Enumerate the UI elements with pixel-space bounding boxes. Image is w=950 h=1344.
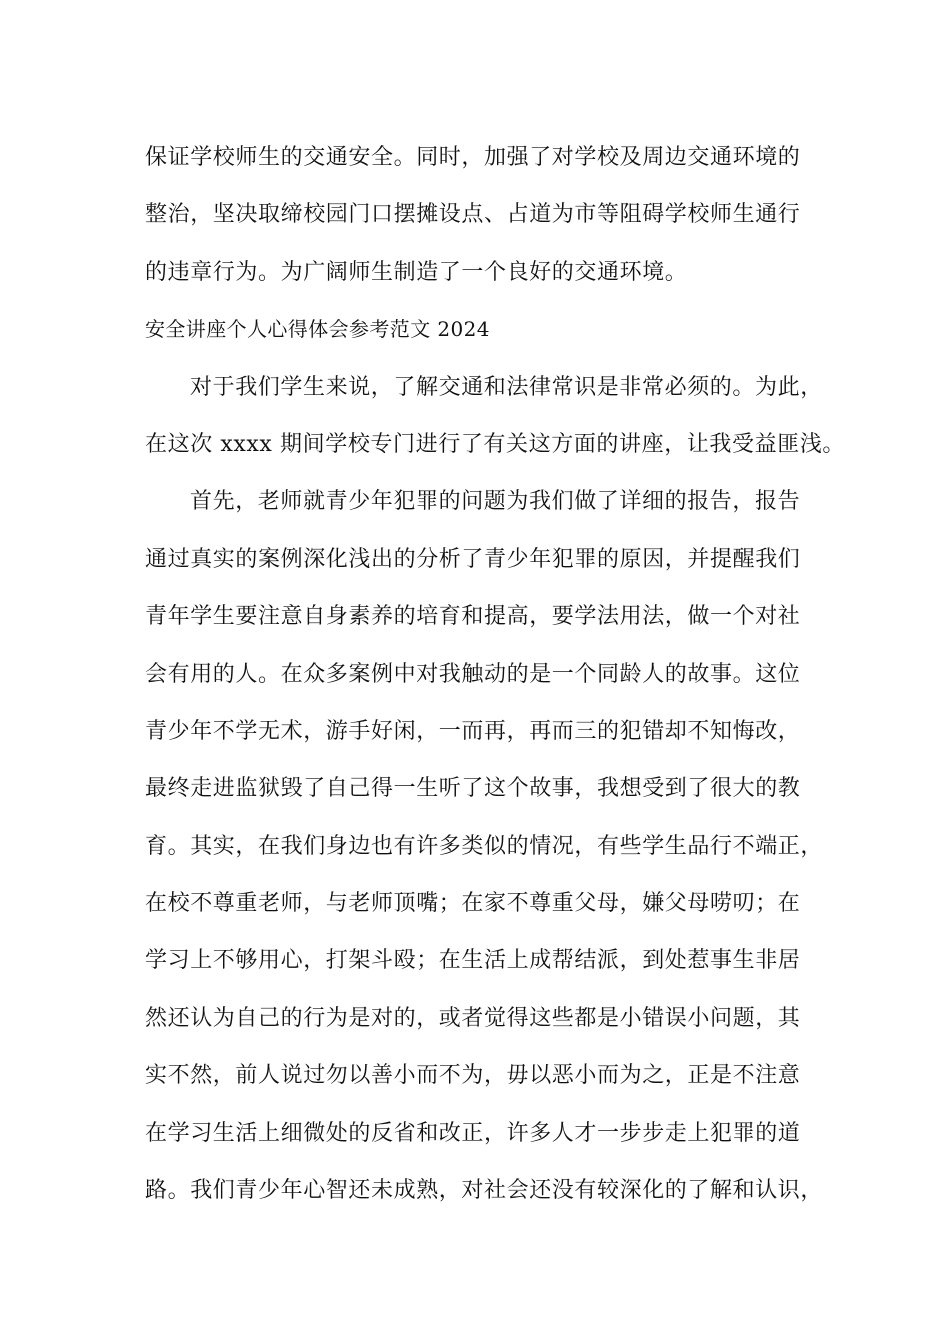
paragraph-line: 青少年不学无术，游手好闲，一而再，再而三的犯错却不知悔改， bbox=[145, 718, 801, 744]
paragraph-line: 对于我们学生来说，了解交通和法律常识是非常必须的。为此， bbox=[190, 374, 823, 400]
paragraph-line: 最终走进监狱毁了自己得一生听了这个故事，我想受到了很大的教 bbox=[145, 776, 801, 802]
paragraph-line: 的违章行为。为广阔师生制造了一个良好的交通环境。 bbox=[145, 259, 688, 285]
paragraph-line: 育。其实，在我们身边也有许多类似的情况，有些学生品行不端正， bbox=[145, 833, 824, 859]
paragraph-line: 保证学校师生的交通安全。同时，加强了对学校及周边交通环境的 bbox=[145, 145, 801, 170]
paragraph-line: 通过真实的案例深化浅出的分析了青少年犯罪的原因，并提醒我们 bbox=[145, 546, 801, 572]
paragraph-line: 会有用的人。在众多案例中对我触动的是一个同龄人的故事。这位 bbox=[145, 661, 801, 687]
document-body bbox=[145, 129, 846, 1219]
section-title: 安全讲座个人心得体会参考范文 2024 bbox=[145, 317, 490, 342]
paragraph-line: 在这次 xxxx 期间学校专门进行了有关这方面的讲座，让我受益匪浅。 bbox=[145, 431, 846, 457]
paragraph-line: 在学习生活上细微处的反省和改正，许多人才一步步走上犯罪的道 bbox=[145, 1120, 801, 1146]
paragraph-line: 然还认为自己的行为是对的，或者觉得这些都是小错误小问题，其 bbox=[145, 1005, 801, 1031]
paragraph-line: 路。我们青少年心智还未成熟，对社会还没有较深化的了解和认识， bbox=[145, 1178, 824, 1204]
paragraph-line: 整治，坚决取缔校园门口摆摊设点、占道为市等阻碍学校师生通行 bbox=[145, 202, 801, 228]
paragraph-line: 青年学生要注意自身素养的培育和提高，要学法用法，做一个对社 bbox=[145, 604, 801, 630]
paragraph-line: 首先，老师就青少年犯罪的问题为我们做了详细的报告，报告 bbox=[190, 489, 801, 515]
paragraph-line: 学习上不够用心，打架斗殴；在生活上成帮结派，到处惹事生非居 bbox=[145, 948, 801, 974]
paragraph-line: 在校不尊重老师，与老师顶嘴；在家不尊重父母，嫌父母唠叨；在 bbox=[145, 891, 801, 917]
paragraph-line: 实不然，前人说过勿以善小而不为，毋以恶小而为之，正是不注意 bbox=[145, 1063, 801, 1089]
